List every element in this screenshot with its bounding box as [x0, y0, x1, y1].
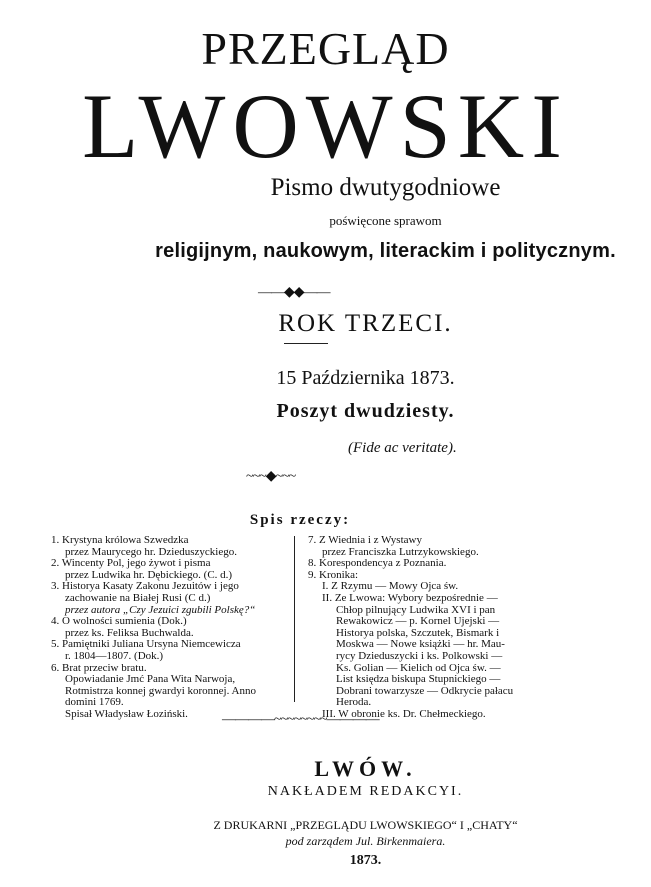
- list-item: I. Z Rzymu — Mowy Ojca św.: [322, 580, 459, 593]
- list-item: przez Franciszka Lutrzykowskiego.: [322, 545, 479, 558]
- topics: religijnym, naukowym, literackim i politycznym.: [155, 240, 616, 262]
- list-item: Opowiadanie Jmć Pana Wita Narwoja,: [65, 673, 236, 686]
- list-item: List księdza biskupa Stupnickiego —: [336, 673, 501, 686]
- list-item: Dobrani towarzysze — Odkrycie pałacu: [336, 684, 514, 697]
- column-divider: [294, 536, 295, 702]
- issue-number: Poszyt dwudziesty.: [276, 400, 455, 422]
- subtitle: Pismo dwutygodniowe: [270, 174, 501, 201]
- list-item: przez Ludwika hr. Dębickiego. (C. d.): [65, 568, 233, 581]
- ornament-divider-2: ~~~◆~~~: [246, 469, 296, 484]
- list-item: przez Maurycego hr. Dzieduszyckiego.: [65, 545, 237, 558]
- list-item: przez autora „Czy Jezuici zgubili Polskę?“: [65, 603, 256, 616]
- list-item: domini 1769.: [65, 696, 124, 709]
- list-item: przez ks. Feliksa Buchwalda.: [65, 626, 194, 639]
- list-item: Ks. Golian — Kielich od Ojca św. —: [336, 661, 501, 674]
- contents-right-column: [308, 535, 543, 721]
- issue-date: 15 Października 1873.: [276, 367, 455, 389]
- list-item: Spisał Władysław Łoziński.: [65, 707, 188, 720]
- list-item: Chłop pilnujący Ludwika XVI i pan: [336, 603, 496, 616]
- ornament-divider-1: ——◆◆——: [258, 285, 330, 300]
- dedication: poświęcone sprawom: [329, 213, 442, 228]
- list-item: Heroda.: [336, 696, 372, 709]
- list-item: Historya polska, Szczutek, Bismark i: [336, 626, 500, 639]
- list-item: r. 1804—1807. (Dok.): [65, 649, 164, 662]
- printer-manager: pod zarządem Jul. Birkenmaiera.: [285, 834, 446, 848]
- list-item: III. W obronie ks. Dr. Chełmeckiego.: [322, 707, 486, 720]
- list-item: Moskwa — Nowe książki — hr. Mau-: [336, 638, 505, 651]
- list-item: 8. Korespondencya z Poznania.: [308, 557, 447, 570]
- list-item: 1. Krystyna królowa Szwedzka: [51, 534, 189, 546]
- publication-city: LWÓW.: [314, 756, 417, 781]
- publisher: NAKŁADEM REDAKCYI.: [267, 784, 464, 799]
- contents-left-column: [51, 535, 283, 721]
- motto: (Fide ac veritate).: [348, 440, 457, 456]
- list-item: 9. Kronika:: [308, 568, 359, 581]
- title-line-1: PRZEGLĄD: [201, 23, 450, 74]
- list-item: 4. O wolności sumienia (Dok.): [51, 615, 187, 628]
- list-item: 2. Wincenty Pol, jego żywot i pisma: [51, 557, 211, 570]
- list-item: Rotmistrza konnej gwardyi koronnej. Anno: [65, 684, 256, 697]
- ornament-divider-3: ————~~~~~~~~————: [222, 712, 379, 727]
- list-item: 6. Brat przeciw bratu.: [51, 661, 147, 674]
- printer: Z DRUKARNI „PRZEGLĄDU LWOWSKIEGO“ I „CHATY“: [213, 818, 518, 832]
- short-rule: [284, 343, 328, 344]
- list-item: Rewakowicz — p. Kornel Ujejski —: [336, 615, 500, 628]
- contents-title: Spis rzeczy:: [249, 512, 351, 528]
- list-item: 7. Z Wiednia i z Wystawy: [308, 534, 422, 546]
- list-item: rycy Dzieduszycki i ks. Polkowski —: [336, 649, 503, 662]
- list-item: II. Ze Lwowa: Wybory bezpośrednie —: [322, 591, 498, 604]
- volume-year: ROK TRZECI.: [278, 310, 453, 337]
- list-item: zachowanie na Białej Rusi (C d.): [65, 591, 211, 604]
- title-line-2: LWOWSKI: [82, 75, 569, 177]
- publication-year: 1873.: [349, 853, 382, 868]
- list-item: 5. Pamiętniki Juliana Ursyna Niemcewicza: [51, 638, 241, 651]
- list-item: 3. Historya Kasaty Zakonu Jezuitów i jego: [51, 580, 239, 593]
